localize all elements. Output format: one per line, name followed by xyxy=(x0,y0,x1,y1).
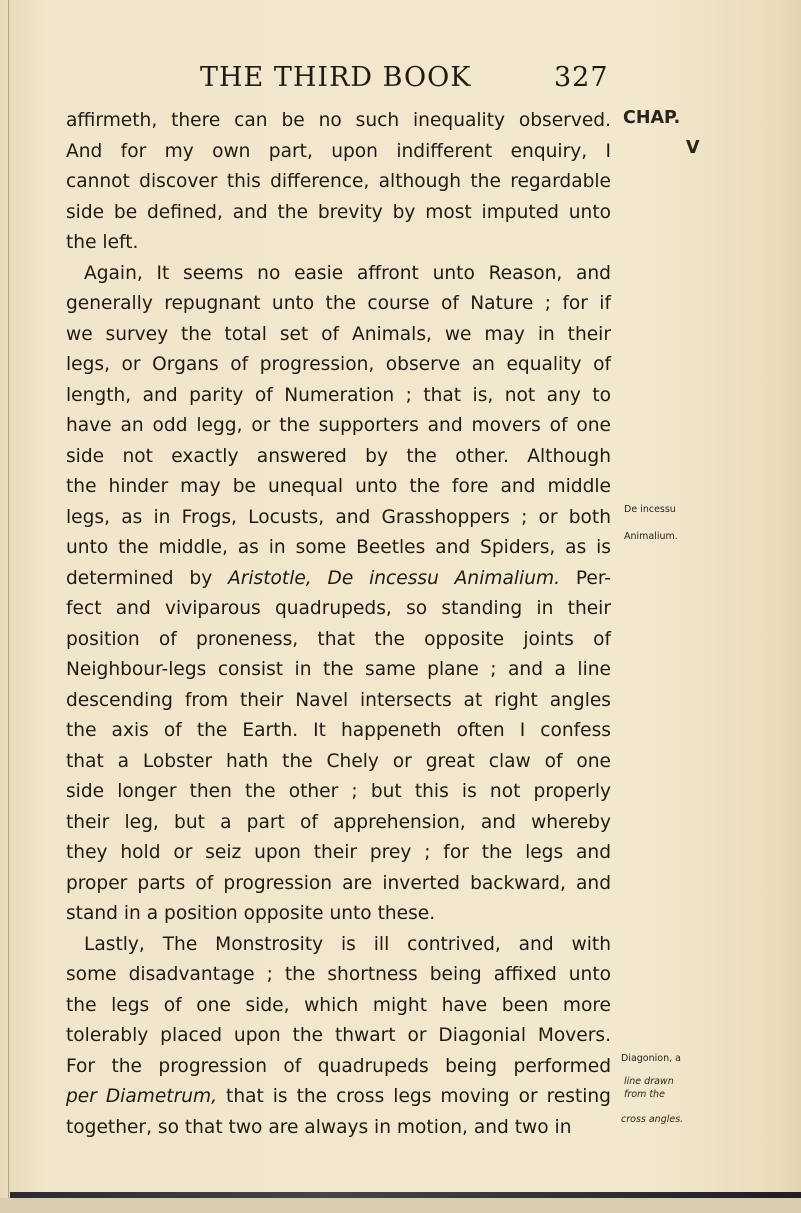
text-line: And for my own part, upon indifferent enquiry, I xyxy=(66,140,611,162)
text-line: some disadvantage ; the shortness being affixed unto xyxy=(66,964,611,985)
text-line: side not exactly answered by the other. Although xyxy=(66,445,611,467)
text-line: length, and parity of Numeration ; that is, not any to xyxy=(66,384,611,406)
text-line: we survey the total set of Animals, we may in their xyxy=(66,323,611,345)
text-line: cannot discover this difference, although the regardable xyxy=(66,171,611,192)
text-fragment: determined by xyxy=(66,567,229,589)
text-line: unto the middle, as in some Beetles and Spiders, as is xyxy=(66,537,611,558)
text-line: fect and viviparous quadrupeds, so standing in their xyxy=(66,598,611,619)
text-line: Lastly, The Monstrosity is ill contrived, and with xyxy=(84,933,611,955)
text-line: generally repugnant unto the course of Nature ; for if xyxy=(66,293,611,314)
text-line: the hinder may be unequal unto the fore and middle xyxy=(66,476,611,497)
page-number: 327 xyxy=(554,62,609,93)
text-line: that a Lobster hath the Chely or great claw of one xyxy=(66,750,611,772)
text-line: legs, as in Frogs, Locusts, and Grasshoppers ; or both xyxy=(66,506,611,528)
text-fragment: that is the cross legs moving or resting xyxy=(217,1086,611,1107)
running-header xyxy=(200,62,620,102)
text-fragment: Per- xyxy=(560,567,611,589)
text-line: side longer then the other ; but this is not properly xyxy=(66,781,611,802)
margin-note-animalium: Animalium. xyxy=(624,531,678,542)
margin-note-from-the: from the xyxy=(624,1089,665,1100)
text-line: together, so that two are always in motion, and two in xyxy=(66,1116,572,1138)
text-line: position of proneness, that the opposite joints of xyxy=(66,628,611,650)
text-line: their leg, but a part of apprehension, and whereby xyxy=(66,811,611,833)
text-line: the axis of the Earth. It happeneth often I confess xyxy=(66,720,611,741)
body-text xyxy=(66,106,611,1143)
page-bottom-band xyxy=(0,1198,801,1213)
page-fold-line xyxy=(8,0,9,1213)
text-line: Again, It seems no easie affront unto Reason, and xyxy=(84,262,611,284)
text-line: Neighbour-legs consist in the same plane ; and a line xyxy=(66,659,611,680)
text-line: the legs of one side, which might have been more xyxy=(66,994,611,1016)
text-line xyxy=(66,564,611,595)
text-line: proper parts of progression are inverted backward, and xyxy=(66,872,611,894)
text-line: tolerably placed upon the thwart or Diagonial Movers. xyxy=(66,1025,611,1046)
text-line: For the progression of quadrupeds being performed xyxy=(66,1055,611,1077)
text-line: the left. xyxy=(66,232,139,253)
margin-note-diagonion: Diagonion, a xyxy=(621,1053,681,1064)
text-line: side be defined, and the brevity by most imputed unto xyxy=(66,201,611,223)
text-line: affirmeth, there can be no such inequality observed. xyxy=(66,110,611,131)
italic-term: per Diametrum, xyxy=(66,1086,218,1107)
margin-note-cross-angles: cross angles. xyxy=(621,1114,684,1125)
margin-chapter-number: V xyxy=(686,138,700,158)
text-line: descending from their Navel intersects at right angles xyxy=(66,689,611,711)
margin-note-de-incessu: De incessu xyxy=(624,504,676,515)
text-line: stand in a position opposite unto these. xyxy=(66,903,436,924)
text-line: they hold or seiz upon their prey ; for the legs and xyxy=(66,842,611,863)
margin-note-line-drawn: line drawn xyxy=(624,1076,674,1087)
italic-citation: Aristotle, De incessu Animalium. xyxy=(228,567,561,589)
text-line xyxy=(66,1082,611,1113)
margin-chapter-label: CHAP. xyxy=(623,108,681,128)
text-line: legs, or Organs of progression, observe an equality of xyxy=(66,354,611,375)
running-title: THE THIRD BOOK xyxy=(200,62,472,93)
text-line: have an odd legg, or the supporters and movers of one xyxy=(66,415,611,436)
